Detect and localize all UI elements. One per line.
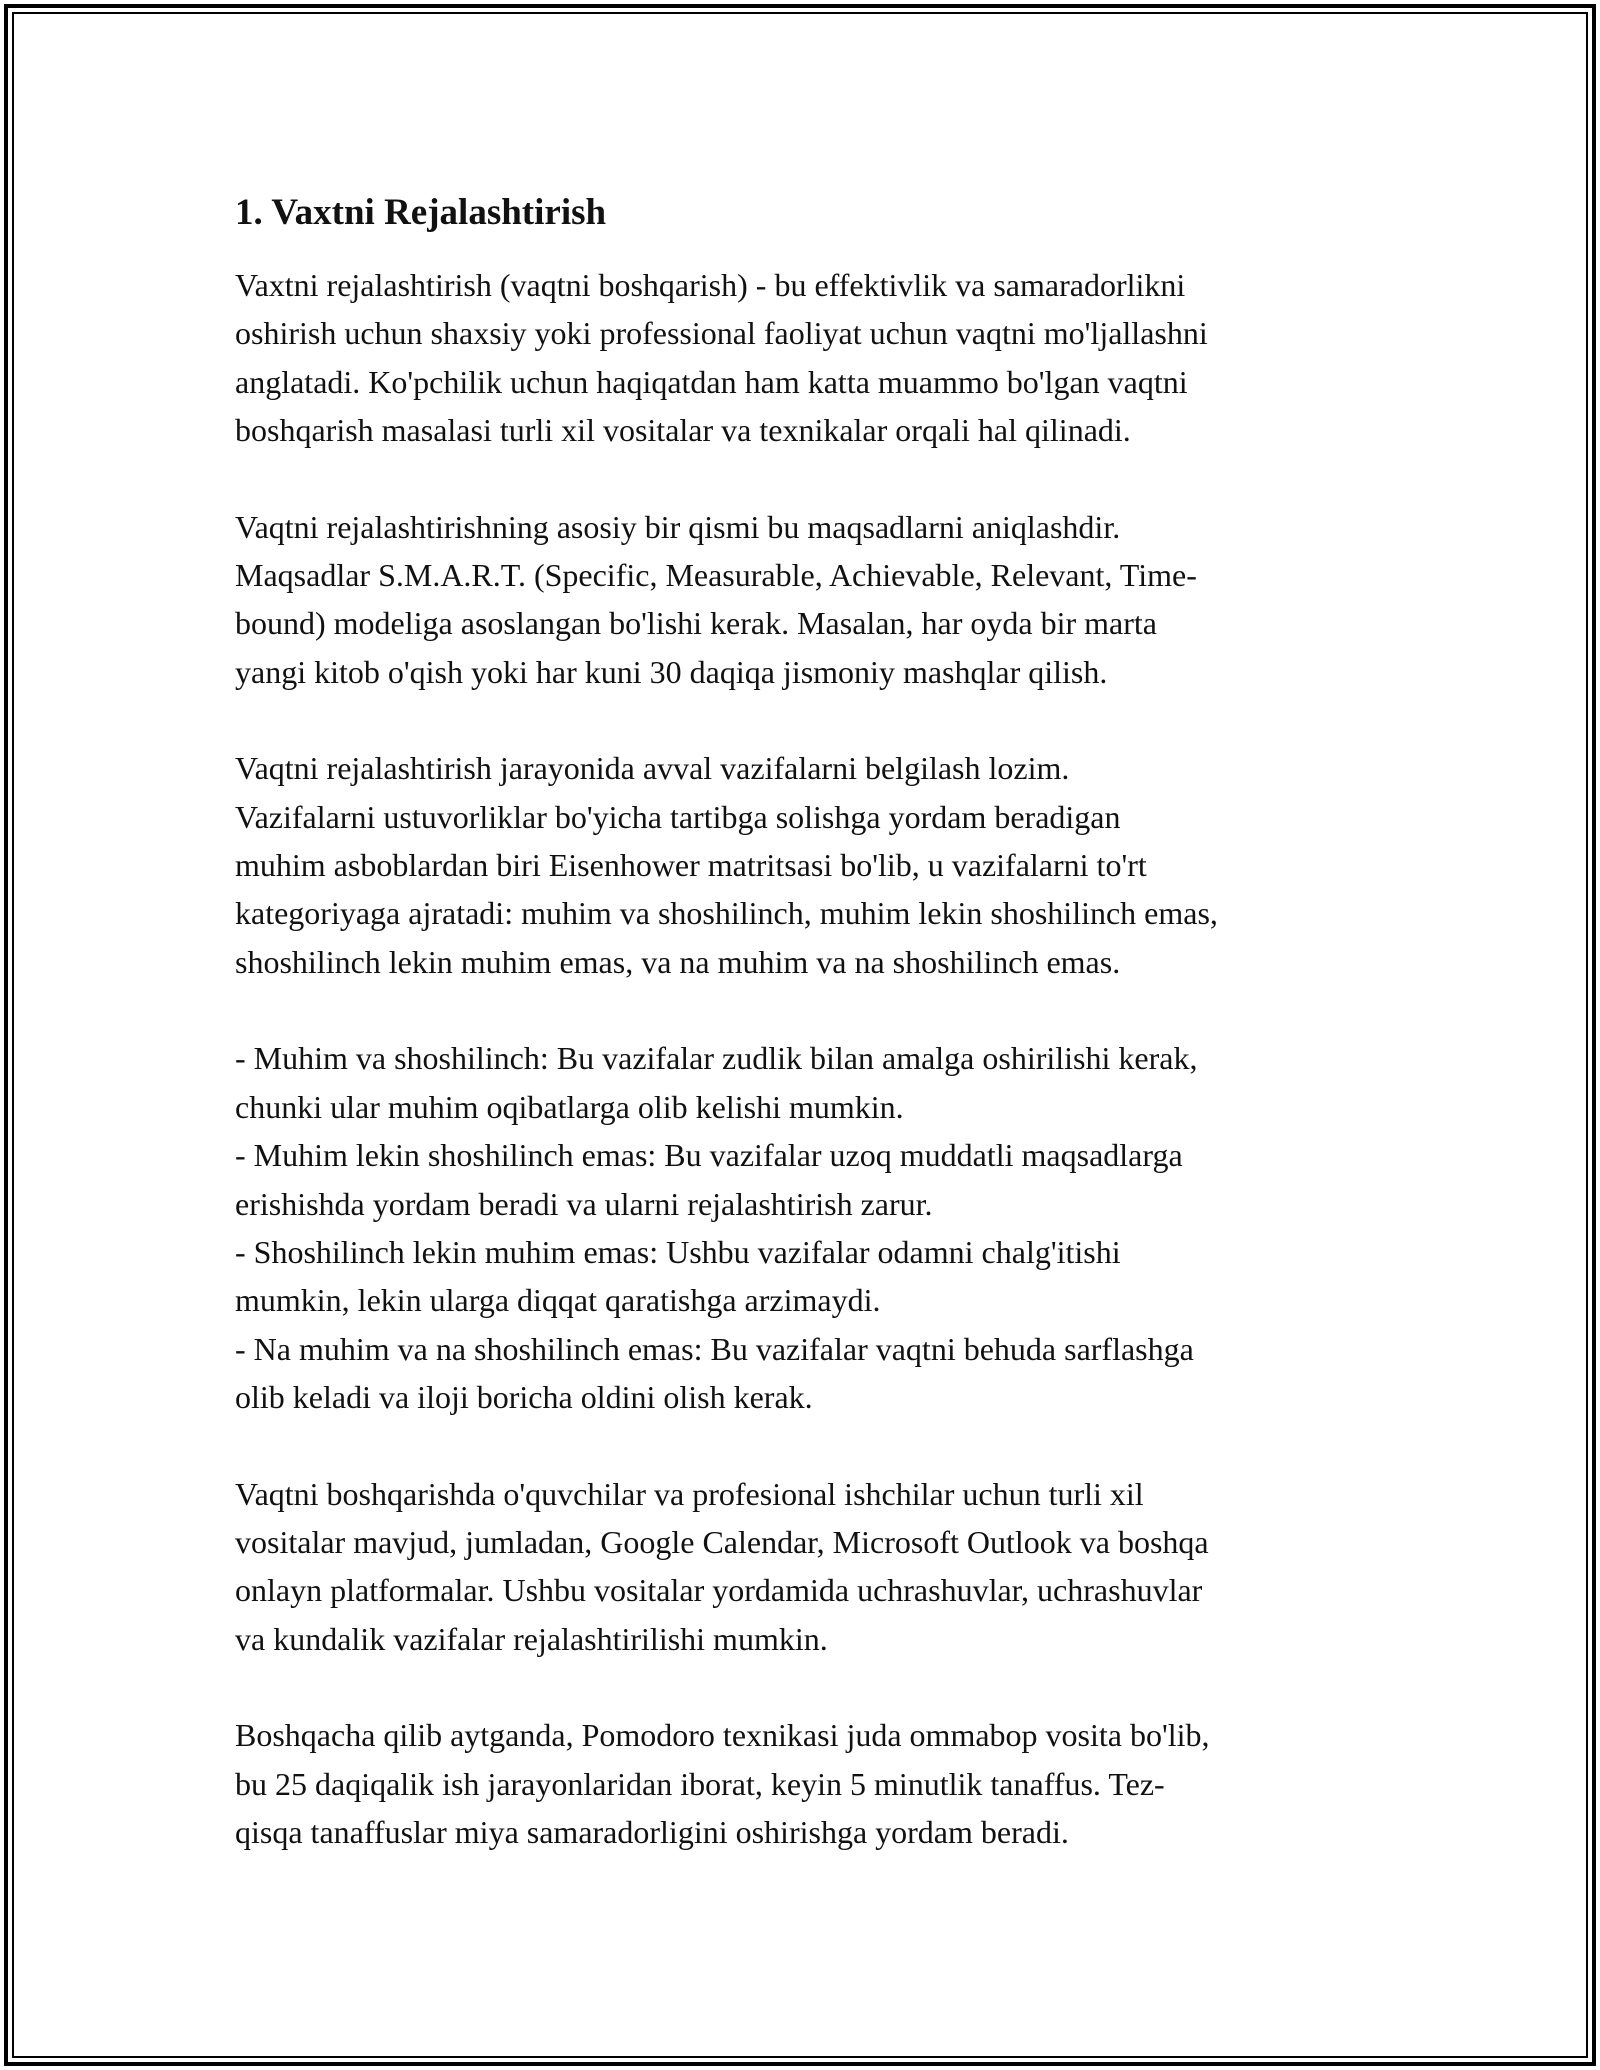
paragraph-pomodoro — [235, 1711, 1385, 1856]
text-line: Boshqacha qilib aytganda, Pomodoro texnikasi juda ommabop vosita bo'lib, — [235, 1717, 1210, 1754]
text-line: vositalar mavjud, jumladan, Google Calendar, Microsoft Outlook va boshqa — [235, 1523, 1209, 1560]
text-line: Vaqtni rejalashtirish jarayonida avval vazifalarni belgilash lozim. — [235, 750, 1070, 787]
section-heading: 1. Vaxtni Rejalashtirish — [235, 192, 607, 233]
paragraph-tools — [235, 1470, 1385, 1664]
text-line: onlayn platformalar. Ushbu vositalar yordamida uchrashuvlar, uchrashuvlar — [235, 1572, 1203, 1609]
list-item — [235, 1034, 1385, 1131]
document-body — [235, 185, 1385, 1904]
text-line: mumkin, lekin ularga diqqat qaratishga arzimaydi. — [235, 1282, 881, 1319]
text-line: Vaqtni rejalashtirishning asosiy bir qismi bu maqsadlarni aniqlashdir. — [235, 508, 1121, 545]
paragraph-intro — [235, 261, 1385, 455]
text-line: bu 25 daqiqalik ish jarayonlaridan iborat, keyin 5 minutlik tanaffus. Tez- — [235, 1765, 1165, 1802]
text-line: yangi kitob o'qish yoki har kuni 30 daqiqa jismoniy mashqlar qilish. — [235, 653, 1108, 690]
text-line: shoshilinch lekin muhim emas, va na muhim va na shoshilinch emas. — [235, 943, 1121, 980]
text-line: kategoriyaga ajratadi: muhim va shoshilinch, muhim lekin shoshilinch emas, — [235, 895, 1218, 932]
text-line: chunki ular muhim oqibatlarga olib kelishi mumkin. — [235, 1088, 904, 1125]
priority-list — [235, 1034, 1385, 1421]
list-item — [235, 1131, 1385, 1228]
list-item — [235, 1325, 1385, 1422]
text-line: Maqsadlar S.M.A.R.T. (Specific, Measurable, Achievable, Relevant, Time- — [235, 557, 1197, 594]
text-line: bound) modeliga asoslangan bo'lishi kerak. Masalan, har oyda bir marta — [235, 605, 1157, 642]
text-line: - Shoshilinch lekin muhim emas: Ushbu vazifalar odamni chalg'itishi — [235, 1233, 1121, 1270]
list-item — [235, 1228, 1385, 1325]
text-line: qisqa tanaffuslar miya samaradorligini oshirishga yordam beradi. — [235, 1813, 1069, 1850]
text-line: Vaxtni rejalashtirish (vaqtni boshqarish) - bu effektivlik va samaradorlikni — [235, 267, 1186, 303]
text-line: Vaqtni boshqarishda o'quvchilar va profesional ishchilar uchun turli xil — [235, 1475, 1144, 1512]
text-line: anglatadi. Ko'pchilik uchun haqiqatdan ham katta muammo bo'lgan vaqtni — [235, 363, 1188, 400]
text-line: olib keladi va iloji boricha oldini olish kerak. — [235, 1379, 813, 1416]
text-line: boshqarish masalasi turli xil vositalar va texnikalar orqali hal qilinadi. — [235, 412, 1131, 449]
text-line: - Muhim va shoshilinch: Bu vazifalar zudlik bilan amalga oshirilishi kerak, — [235, 1040, 1198, 1077]
text-line: muhim asboblardan biri Eisenhower matritsasi bo'lib, u vazifalarni to'rt — [235, 847, 1147, 884]
paragraph-smart-goals — [235, 503, 1385, 697]
text-line: - Muhim lekin shoshilinch emas: Bu vazifalar uzoq muddatli maqsadlarga — [235, 1137, 1183, 1174]
text-line: va kundalik vazifalar rejalashtirilishi mumkin. — [235, 1620, 828, 1657]
paragraph-eisenhower — [235, 744, 1385, 986]
text-line: erishishda yordam beradi va ularni rejalashtirish zarur. — [235, 1185, 933, 1222]
text-line: oshirish uchun shaxsiy yoki professional faoliyat uchun vaqtni mo'ljallashni — [235, 315, 1208, 352]
text-line: - Na muhim va na shoshilinch emas: Bu vazifalar vaqtni behuda sarflashga — [235, 1330, 1194, 1367]
text-line: Vazifalarni ustuvorliklar bo'yicha tartibga solishga yordam beradigan — [235, 798, 1121, 835]
